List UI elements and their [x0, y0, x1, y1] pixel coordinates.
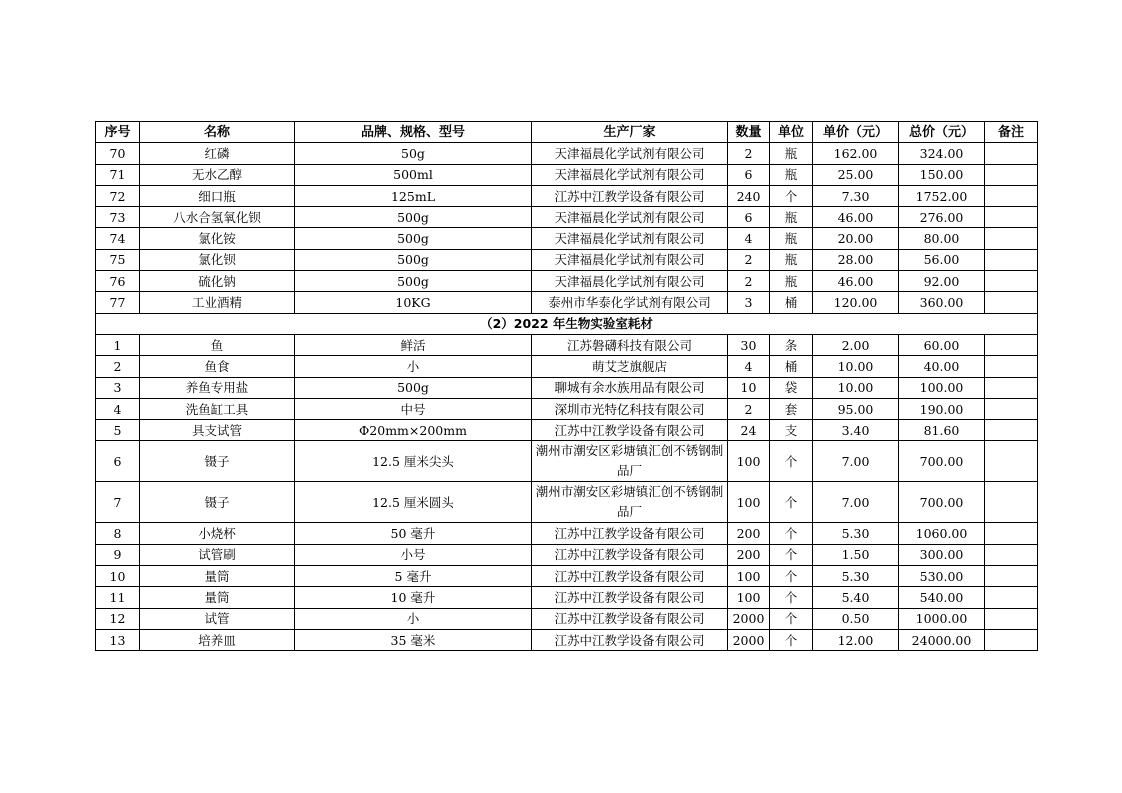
cell-name: 试管: [140, 608, 295, 629]
cell-remarks: [985, 249, 1038, 270]
table-row: [96, 377, 1038, 398]
cell-name: 氯化钡: [140, 249, 295, 270]
cell-remarks: [985, 398, 1038, 419]
table-row: [96, 207, 1038, 228]
cell-quantity: 2000: [728, 608, 770, 629]
cell-unit: 个: [770, 441, 813, 482]
table-row: [96, 292, 1038, 313]
cell-unit-price: 10.00: [813, 377, 899, 398]
cell-remarks: [985, 377, 1038, 398]
cell-spec: 500g: [295, 271, 532, 292]
cell-manufacturer: 泰州市华泰化学试剂有限公司: [532, 292, 728, 313]
cell-quantity: 6: [728, 207, 770, 228]
cell-name: 试管刷: [140, 544, 295, 565]
cell-manufacturer: 江苏中江教学设备有限公司: [532, 523, 728, 544]
cell-unit: 条: [770, 334, 813, 355]
cell-total-price: 80.00: [899, 228, 985, 249]
header-name: 名称: [140, 122, 295, 143]
cell-remarks: [985, 143, 1038, 164]
cell-manufacturer: 江苏中江教学设备有限公司: [532, 587, 728, 608]
cell-seq: 7: [96, 482, 140, 523]
table-row: [96, 544, 1038, 565]
cell-seq: 4: [96, 398, 140, 419]
table-row: [96, 441, 1038, 482]
cell-name: 量筒: [140, 566, 295, 587]
cell-spec: 125mL: [295, 185, 532, 206]
cell-manufacturer: 江苏中江教学设备有限公司: [532, 629, 728, 650]
cell-name: 养鱼专用盐: [140, 377, 295, 398]
cell-manufacturer: 深圳市光特亿科技有限公司: [532, 398, 728, 419]
cell-manufacturer: 萌艾芝旗舰店: [532, 356, 728, 377]
cell-total-price: 1060.00: [899, 523, 985, 544]
table-row: [96, 271, 1038, 292]
cell-remarks: [985, 356, 1038, 377]
cell-quantity: 2: [728, 249, 770, 270]
cell-seq: 70: [96, 143, 140, 164]
cell-name: 工业酒精: [140, 292, 295, 313]
cell-manufacturer: 天津福晨化学试剂有限公司: [532, 249, 728, 270]
cell-total-price: 190.00: [899, 398, 985, 419]
cell-quantity: 240: [728, 185, 770, 206]
chemistry-rows: [96, 143, 1038, 313]
cell-total-price: 700.00: [899, 441, 985, 482]
cell-unit-price: 46.00: [813, 207, 899, 228]
cell-unit-price: 0.50: [813, 608, 899, 629]
cell-unit: 桶: [770, 292, 813, 313]
cell-unit: 支: [770, 420, 813, 441]
cell-quantity: 4: [728, 356, 770, 377]
cell-manufacturer: 潮州市潮安区彩塘镇汇创不锈钢制品厂: [532, 482, 728, 523]
cell-total-price: 24000.00: [899, 629, 985, 650]
cell-quantity: 30: [728, 334, 770, 355]
cell-seq: 72: [96, 185, 140, 206]
cell-name: 八水合氢氧化钡: [140, 207, 295, 228]
biology-rows: [96, 334, 1038, 650]
cell-name: 氯化铵: [140, 228, 295, 249]
cell-unit: 瓶: [770, 228, 813, 249]
cell-spec: 鲜活: [295, 334, 532, 355]
cell-unit: 瓶: [770, 143, 813, 164]
section-row-group: [96, 313, 1038, 334]
cell-unit-price: 46.00: [813, 271, 899, 292]
cell-unit: 瓶: [770, 271, 813, 292]
cell-unit: 瓶: [770, 164, 813, 185]
cell-manufacturer: 天津福晨化学试剂有限公司: [532, 271, 728, 292]
cell-spec: 500ml: [295, 164, 532, 185]
cell-total-price: 60.00: [899, 334, 985, 355]
table-row: [96, 566, 1038, 587]
table-row: [96, 523, 1038, 544]
cell-manufacturer: 江苏中江教学设备有限公司: [532, 185, 728, 206]
cell-manufacturer: 江苏中江教学设备有限公司: [532, 608, 728, 629]
cell-remarks: [985, 271, 1038, 292]
header-spec: 品牌、规格、型号: [295, 122, 532, 143]
cell-total-price: 100.00: [899, 377, 985, 398]
cell-total-price: 56.00: [899, 249, 985, 270]
cell-quantity: 4: [728, 228, 770, 249]
cell-quantity: 2000: [728, 629, 770, 650]
cell-name: 镊子: [140, 482, 295, 523]
table-row: [96, 587, 1038, 608]
cell-quantity: 24: [728, 420, 770, 441]
cell-total-price: 324.00: [899, 143, 985, 164]
cell-manufacturer: 江苏中江教学设备有限公司: [532, 544, 728, 565]
table-row: [96, 608, 1038, 629]
cell-remarks: [985, 629, 1038, 650]
cell-manufacturer: 江苏磐礴科技有限公司: [532, 334, 728, 355]
cell-unit-price: 5.40: [813, 587, 899, 608]
cell-unit: 袋: [770, 377, 813, 398]
cell-seq: 12: [96, 608, 140, 629]
cell-unit: 个: [770, 608, 813, 629]
cell-quantity: 100: [728, 587, 770, 608]
cell-manufacturer: 天津福晨化学试剂有限公司: [532, 228, 728, 249]
cell-seq: 13: [96, 629, 140, 650]
consumables-table: [95, 121, 1038, 651]
cell-manufacturer: 潮州市潮安区彩塘镇汇创不锈钢制品厂: [532, 441, 728, 482]
cell-unit: 瓶: [770, 207, 813, 228]
cell-remarks: [985, 207, 1038, 228]
cell-spec: 500g: [295, 228, 532, 249]
cell-name: 鱼: [140, 334, 295, 355]
cell-seq: 6: [96, 441, 140, 482]
cell-total-price: 92.00: [899, 271, 985, 292]
cell-name: 小烧杯: [140, 523, 295, 544]
cell-manufacturer: 天津福晨化学试剂有限公司: [532, 143, 728, 164]
header-seq: 序号: [96, 122, 140, 143]
table-row: [96, 334, 1038, 355]
cell-unit: 套: [770, 398, 813, 419]
cell-total-price: 276.00: [899, 207, 985, 228]
cell-name: 硫化钠: [140, 271, 295, 292]
cell-remarks: [985, 608, 1038, 629]
table-row: [96, 164, 1038, 185]
cell-quantity: 200: [728, 544, 770, 565]
cell-name: 洗鱼缸工具: [140, 398, 295, 419]
cell-total-price: 360.00: [899, 292, 985, 313]
cell-seq: 75: [96, 249, 140, 270]
cell-seq: 76: [96, 271, 140, 292]
cell-name: 红磷: [140, 143, 295, 164]
cell-quantity: 2: [728, 143, 770, 164]
cell-seq: 73: [96, 207, 140, 228]
cell-unit-price: 25.00: [813, 164, 899, 185]
cell-spec: 中号: [295, 398, 532, 419]
cell-spec: 小号: [295, 544, 532, 565]
cell-manufacturer: 天津福晨化学试剂有限公司: [532, 207, 728, 228]
cell-total-price: 300.00: [899, 544, 985, 565]
cell-spec: 12.5 厘米尖头: [295, 441, 532, 482]
cell-unit: 瓶: [770, 249, 813, 270]
cell-spec: 5 毫升: [295, 566, 532, 587]
cell-unit-price: 2.00: [813, 334, 899, 355]
table-row: [96, 185, 1038, 206]
cell-spec: 小: [295, 608, 532, 629]
cell-quantity: 2: [728, 271, 770, 292]
header-total-price: 总价（元）: [899, 122, 985, 143]
cell-total-price: 81.60: [899, 420, 985, 441]
cell-remarks: [985, 292, 1038, 313]
cell-spec: 500g: [295, 377, 532, 398]
cell-spec: 小: [295, 356, 532, 377]
cell-unit-price: 162.00: [813, 143, 899, 164]
cell-remarks: [985, 566, 1038, 587]
table-row: [96, 482, 1038, 523]
cell-seq: 3: [96, 377, 140, 398]
table-row: [96, 356, 1038, 377]
cell-quantity: 100: [728, 441, 770, 482]
cell-spec: 35 毫米: [295, 629, 532, 650]
section-row: [96, 313, 1038, 334]
cell-name: 无水乙醇: [140, 164, 295, 185]
cell-quantity: 3: [728, 292, 770, 313]
table-header-row: [96, 122, 1038, 143]
cell-quantity: 6: [728, 164, 770, 185]
cell-unit: 个: [770, 185, 813, 206]
cell-seq: 77: [96, 292, 140, 313]
cell-spec: Φ20mm×200mm: [295, 420, 532, 441]
cell-unit: 个: [770, 544, 813, 565]
cell-unit-price: 20.00: [813, 228, 899, 249]
cell-unit-price: 5.30: [813, 523, 899, 544]
header-unit-price: 单价（元）: [813, 122, 899, 143]
cell-spec: 10 毫升: [295, 587, 532, 608]
cell-unit: 个: [770, 482, 813, 523]
cell-spec: 500g: [295, 249, 532, 270]
cell-unit-price: 3.40: [813, 420, 899, 441]
cell-seq: 74: [96, 228, 140, 249]
cell-quantity: 100: [728, 566, 770, 587]
cell-seq: 5: [96, 420, 140, 441]
cell-remarks: [985, 523, 1038, 544]
cell-remarks: [985, 164, 1038, 185]
cell-total-price: 1000.00: [899, 608, 985, 629]
cell-unit-price: 7.00: [813, 441, 899, 482]
cell-quantity: 10: [728, 377, 770, 398]
cell-name: 培养皿: [140, 629, 295, 650]
cell-total-price: 1752.00: [899, 185, 985, 206]
cell-manufacturer: 江苏中江教学设备有限公司: [532, 566, 728, 587]
cell-remarks: [985, 420, 1038, 441]
cell-unit-price: 95.00: [813, 398, 899, 419]
cell-unit-price: 12.00: [813, 629, 899, 650]
cell-unit-price: 10.00: [813, 356, 899, 377]
cell-remarks: [985, 482, 1038, 523]
cell-unit-price: 5.30: [813, 566, 899, 587]
cell-spec: 10KG: [295, 292, 532, 313]
cell-unit: 桶: [770, 356, 813, 377]
cell-unit-price: 120.00: [813, 292, 899, 313]
cell-total-price: 150.00: [899, 164, 985, 185]
cell-spec: 500g: [295, 207, 532, 228]
cell-name: 细口瓶: [140, 185, 295, 206]
header-manufacturer: 生产厂家: [532, 122, 728, 143]
cell-spec: 12.5 厘米圆头: [295, 482, 532, 523]
cell-spec: 50g: [295, 143, 532, 164]
cell-remarks: [985, 544, 1038, 565]
cell-name: 鱼食: [140, 356, 295, 377]
cell-name: 镊子: [140, 441, 295, 482]
cell-seq: 10: [96, 566, 140, 587]
cell-spec: 50 毫升: [295, 523, 532, 544]
cell-total-price: 540.00: [899, 587, 985, 608]
cell-name: 具支试管: [140, 420, 295, 441]
cell-quantity: 100: [728, 482, 770, 523]
table-row: [96, 249, 1038, 270]
section-title: （2）2022 年生物实验室耗材: [96, 313, 1038, 334]
header-remarks: 备注: [985, 122, 1038, 143]
cell-unit: 个: [770, 587, 813, 608]
table-row: [96, 420, 1038, 441]
cell-remarks: [985, 185, 1038, 206]
table-row: [96, 398, 1038, 419]
cell-manufacturer: 聊城有余水族用品有限公司: [532, 377, 728, 398]
cell-seq: 8: [96, 523, 140, 544]
cell-unit-price: 28.00: [813, 249, 899, 270]
header-unit: 单位: [770, 122, 813, 143]
cell-seq: 9: [96, 544, 140, 565]
cell-total-price: 40.00: [899, 356, 985, 377]
cell-quantity: 200: [728, 523, 770, 544]
cell-seq: 71: [96, 164, 140, 185]
cell-remarks: [985, 587, 1038, 608]
cell-unit-price: 7.00: [813, 482, 899, 523]
cell-remarks: [985, 334, 1038, 355]
cell-quantity: 2: [728, 398, 770, 419]
cell-unit-price: 7.30: [813, 185, 899, 206]
cell-remarks: [985, 228, 1038, 249]
cell-seq: 1: [96, 334, 140, 355]
cell-seq: 2: [96, 356, 140, 377]
table-row: [96, 629, 1038, 650]
cell-unit: 个: [770, 523, 813, 544]
cell-manufacturer: 江苏中江教学设备有限公司: [532, 420, 728, 441]
cell-unit: 个: [770, 566, 813, 587]
cell-total-price: 700.00: [899, 482, 985, 523]
cell-remarks: [985, 441, 1038, 482]
cell-seq: 11: [96, 587, 140, 608]
cell-total-price: 530.00: [899, 566, 985, 587]
cell-name: 量筒: [140, 587, 295, 608]
header-quantity: 数量: [728, 122, 770, 143]
cell-unit: 个: [770, 629, 813, 650]
table-row: [96, 143, 1038, 164]
cell-manufacturer: 天津福晨化学试剂有限公司: [532, 164, 728, 185]
table-row: [96, 228, 1038, 249]
cell-unit-price: 1.50: [813, 544, 899, 565]
